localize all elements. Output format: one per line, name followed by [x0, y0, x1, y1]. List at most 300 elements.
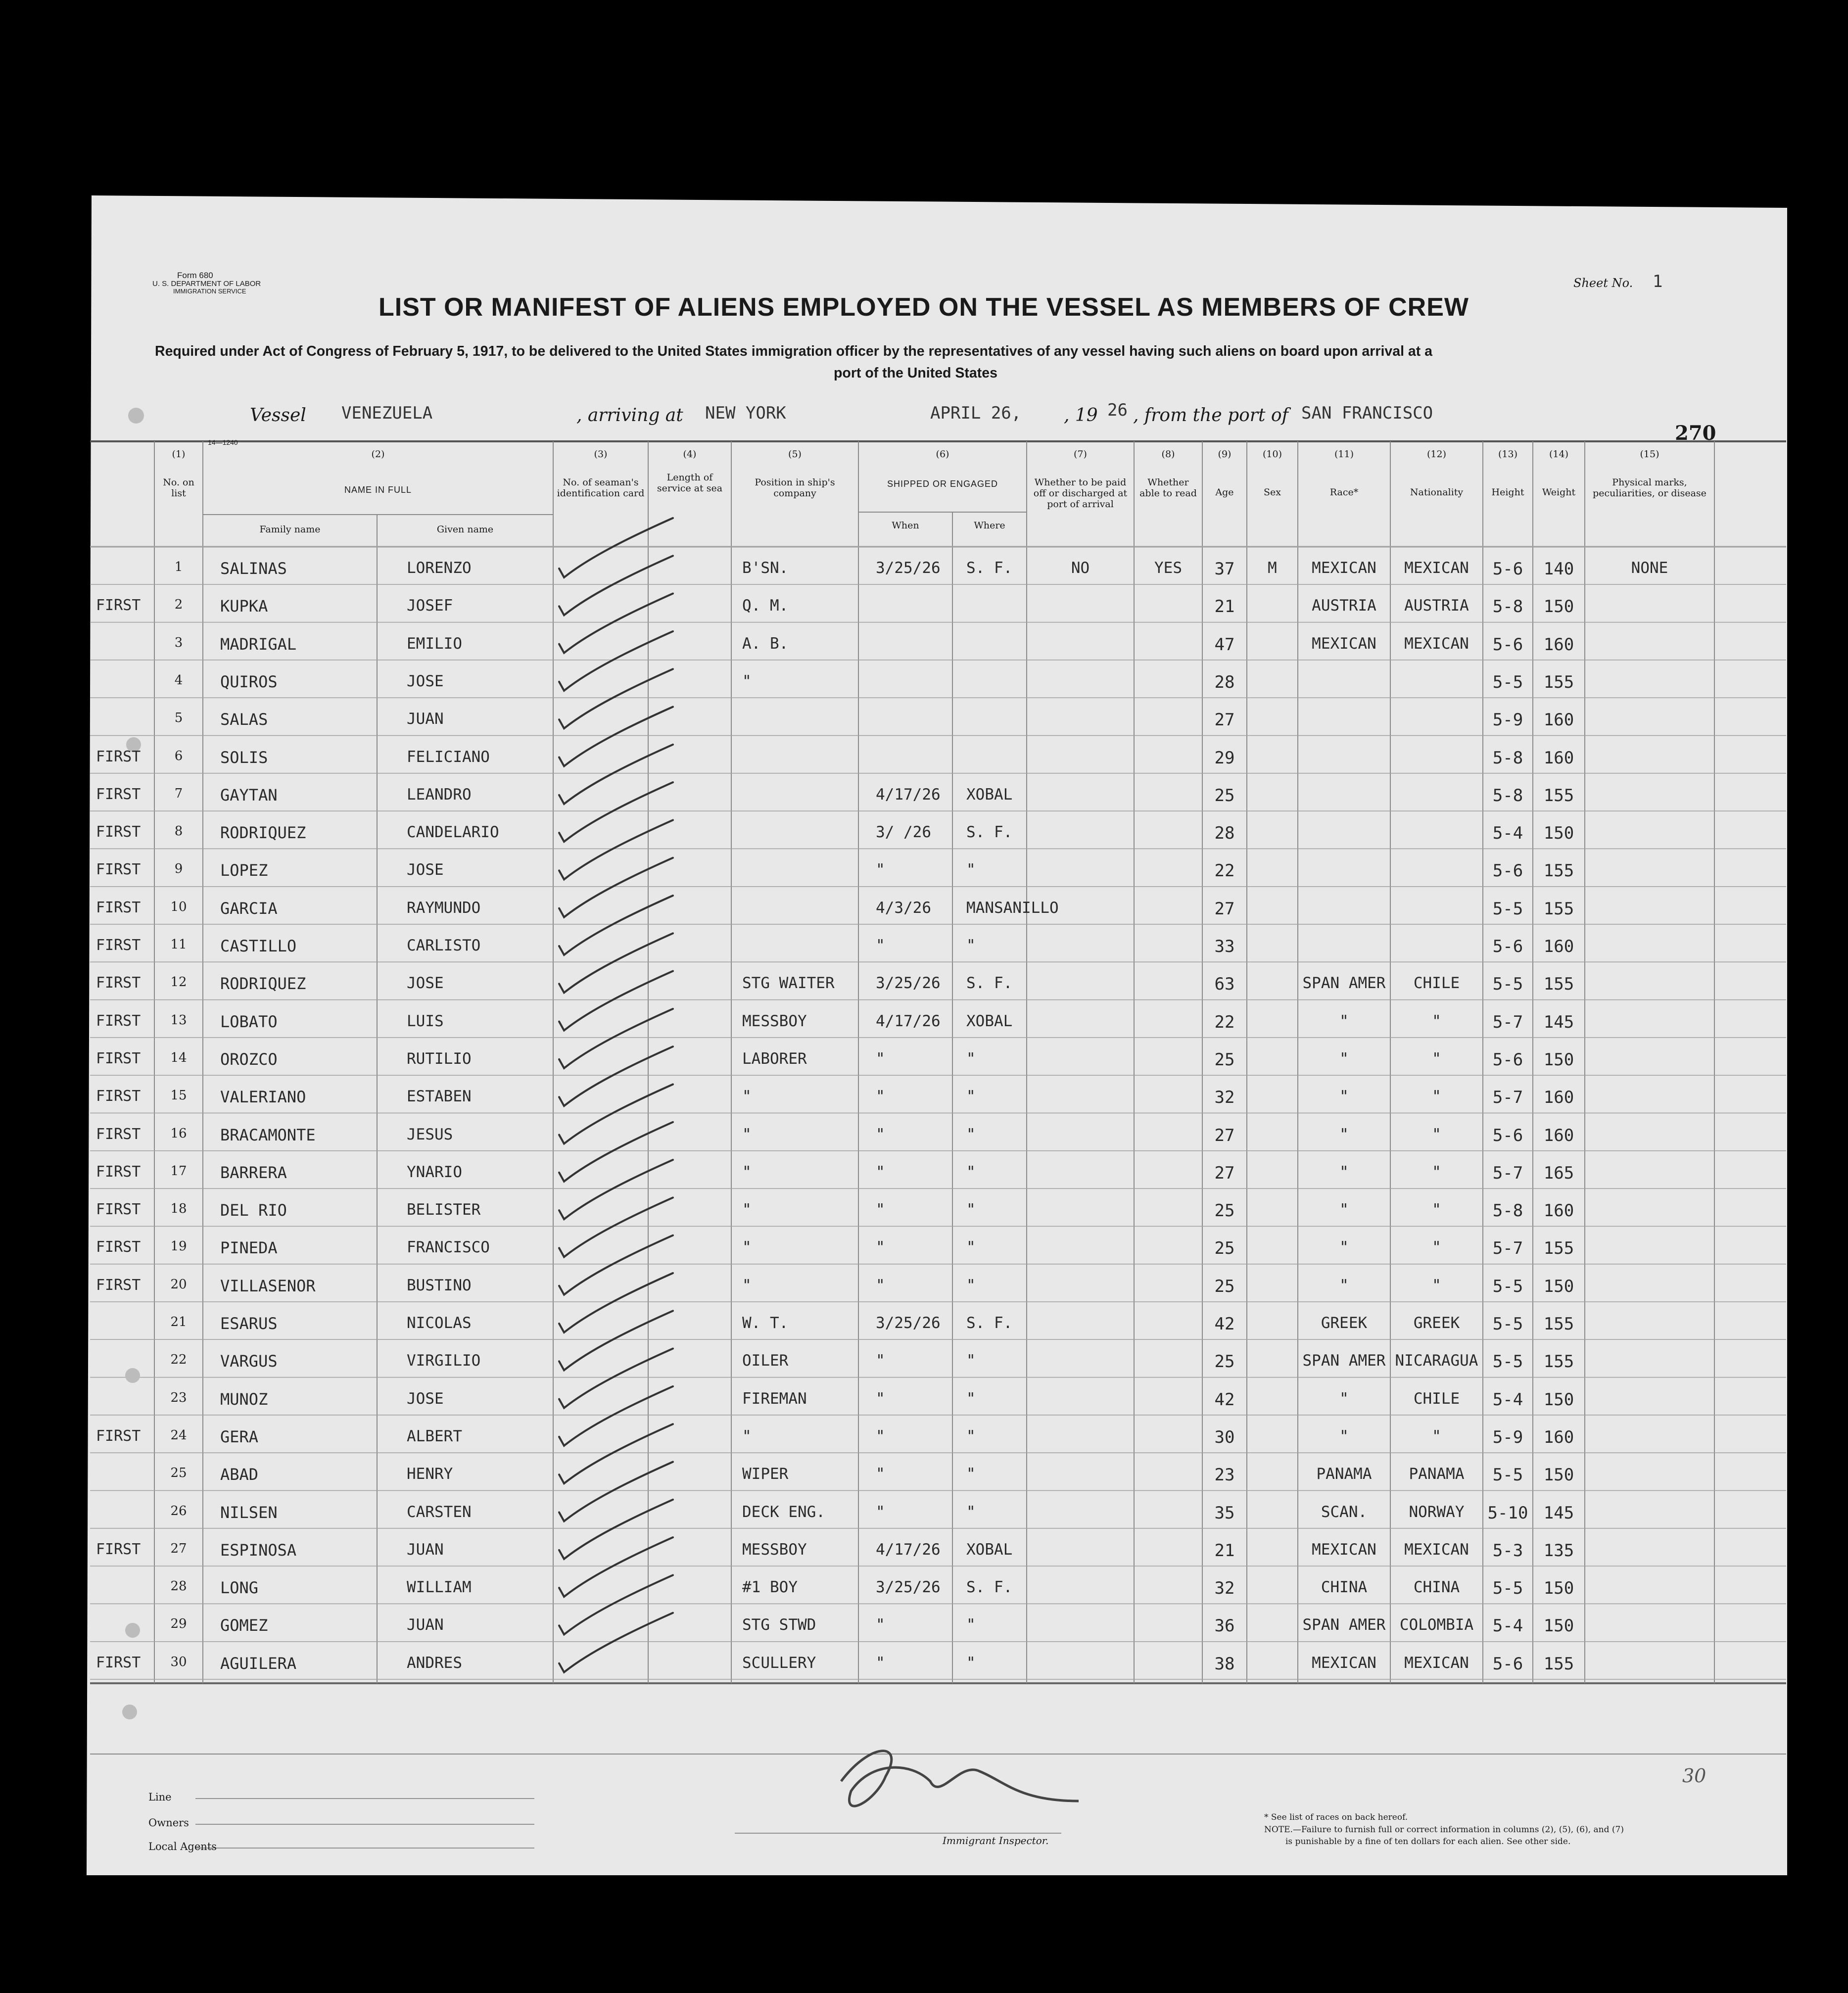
race: SPAN AMER — [1302, 1352, 1386, 1370]
col-c2-number: (2) — [371, 449, 385, 460]
row-number: 7 — [174, 786, 183, 801]
weight: 165 — [1543, 1163, 1574, 1183]
row-note: FIRST — [96, 861, 141, 879]
nationality: " — [1432, 1049, 1441, 1068]
shipped-where: " — [966, 1049, 976, 1068]
row-number: 2 — [174, 597, 183, 613]
age: 63 — [1214, 974, 1235, 995]
nationality: MEXICAN — [1404, 559, 1469, 577]
ship-position: STG WAITER — [742, 974, 835, 993]
ship-position: LABORER — [742, 1049, 807, 1068]
shipped-when: 3/25/26 — [876, 1314, 941, 1332]
age: 32 — [1214, 1578, 1235, 1599]
col-c2-label: NAME IN FULL — [344, 485, 412, 495]
shipped-when: " — [876, 1163, 885, 1181]
col-c6-label: SHIPPED OR ENGAGED — [887, 479, 998, 489]
nationality: " — [1432, 1201, 1441, 1219]
family-name: MUNOZ — [220, 1389, 268, 1409]
row-number: 19 — [170, 1239, 187, 1254]
given-name: BELISTER — [407, 1201, 481, 1219]
age: 42 — [1214, 1314, 1235, 1334]
ship-position: " — [742, 1088, 752, 1106]
family-name: BRACAMONTE — [220, 1125, 316, 1144]
given-name: RAYMUNDO — [407, 899, 481, 917]
row-note: FIRST — [96, 1276, 141, 1294]
family-name: DEL RIO — [220, 1201, 287, 1220]
family-name: AGUILERA — [220, 1654, 297, 1673]
height: 5-5 — [1492, 899, 1523, 919]
race: SCAN. — [1321, 1503, 1368, 1521]
height: 5-8 — [1492, 1201, 1523, 1221]
given-name: JESUS — [407, 1125, 453, 1143]
height: 5-6 — [1492, 1125, 1523, 1145]
row-number: 16 — [170, 1126, 187, 1141]
shipped-where: XOBAL — [966, 785, 1013, 804]
age: 27 — [1214, 710, 1235, 730]
weight: 160 — [1543, 1201, 1574, 1221]
stamp-number: 270 — [1675, 422, 1716, 445]
given-name: CANDELARIO — [407, 823, 499, 842]
given-name: CARLISTO — [407, 937, 481, 954]
height: 5-5 — [1492, 1465, 1523, 1485]
given-name: JUAN — [407, 1540, 444, 1559]
age: 22 — [1214, 861, 1235, 881]
row-number: 13 — [170, 1012, 187, 1028]
age: 30 — [1214, 1427, 1235, 1447]
height: 5-5 — [1492, 1276, 1523, 1296]
col-c4-label: Length of service at sea — [657, 472, 723, 494]
col-c3-label: No. of seaman's identification card — [557, 477, 645, 499]
col-family-name-label: Family name — [259, 524, 321, 535]
line-label: Line — [148, 1791, 172, 1803]
shipped-where: S. F. — [966, 559, 1013, 577]
race: MEXICAN — [1312, 634, 1376, 653]
family-name: GAYTAN — [220, 785, 278, 805]
ship-position: MESSBOY — [742, 1012, 807, 1030]
nationality: NORWAY — [1409, 1503, 1465, 1521]
ship-position: " — [742, 1238, 752, 1257]
col-c7-label: Whether to be paid off or discharged at port of arrival — [1033, 477, 1128, 510]
able-to-read: YES — [1154, 559, 1182, 577]
nationality: COLOMBIA — [1399, 1616, 1474, 1634]
nationality: NICARAGUA — [1395, 1352, 1478, 1370]
height: 5-5 — [1492, 1314, 1523, 1334]
age: 27 — [1214, 1125, 1235, 1145]
col-c8-label: Whether able to read — [1139, 477, 1197, 499]
shipped-where: " — [966, 1088, 976, 1106]
row-note: FIRST — [96, 1088, 141, 1105]
shipped-when: " — [876, 1389, 885, 1408]
row-number: 5 — [174, 711, 183, 726]
weight: 160 — [1543, 710, 1574, 730]
vessel-label: Vessel — [250, 405, 306, 426]
row-number: 30 — [170, 1654, 187, 1669]
height: 5-6 — [1492, 559, 1523, 579]
shipped-when: " — [876, 1465, 885, 1483]
given-name: BUSTINO — [407, 1276, 472, 1294]
sheet-label: Sheet No. — [1573, 276, 1633, 290]
tally-mark: 30 — [1682, 1765, 1706, 1787]
col-c12-label: Nationality — [1410, 487, 1464, 498]
row-note: FIRST — [96, 748, 141, 765]
shipped-where: XOBAL — [966, 1012, 1013, 1030]
family-name: GOMEZ — [220, 1616, 268, 1635]
row-note: FIRST — [96, 1163, 141, 1181]
shipped-when: " — [876, 1616, 885, 1634]
height: 5-3 — [1492, 1540, 1523, 1561]
row-note: FIRST — [96, 1238, 141, 1256]
shipped-when: " — [876, 861, 885, 879]
shipped-where: MANSANILLO — [966, 899, 1059, 917]
nationality: " — [1432, 1088, 1441, 1106]
race: " — [1339, 1276, 1349, 1294]
ship-position: " — [742, 1125, 752, 1143]
col-c14-label: Weight — [1542, 487, 1576, 498]
shipped-when: " — [876, 1049, 885, 1068]
age: 35 — [1214, 1503, 1235, 1523]
weight: 155 — [1543, 1352, 1574, 1372]
ship-position: " — [742, 1163, 752, 1181]
ship-position: FIREMAN — [742, 1389, 807, 1408]
weight: 140 — [1543, 559, 1574, 579]
height: 5-7 — [1492, 1088, 1523, 1108]
ship-position: " — [742, 1427, 752, 1445]
col-c13-label: Height — [1491, 487, 1524, 498]
family-name: SALAS — [220, 710, 268, 729]
race: SPAN AMER — [1302, 1616, 1386, 1634]
weight: 145 — [1543, 1503, 1574, 1523]
inspector-label: Immigrant Inspector. — [943, 1835, 1049, 1847]
ship-position: " — [742, 1201, 752, 1219]
row-number: 1 — [174, 560, 183, 574]
height: 5-9 — [1492, 710, 1523, 730]
sex: M — [1268, 559, 1277, 577]
shipped-when: 3/25/26 — [876, 559, 941, 577]
given-name: CARSTEN — [407, 1503, 472, 1521]
col-c8-number: (8) — [1161, 449, 1175, 460]
col-c7-number: (7) — [1074, 449, 1087, 460]
row-number: 21 — [170, 1315, 187, 1329]
shipped-when: " — [876, 1125, 885, 1143]
age: 22 — [1214, 1012, 1235, 1032]
height: 5-7 — [1492, 1163, 1523, 1183]
col-c6-number: (6) — [936, 449, 949, 460]
ship-position: STG STWD — [742, 1616, 816, 1634]
row-number: 17 — [170, 1163, 187, 1179]
weight: 150 — [1543, 823, 1574, 844]
ship-position: Q. M. — [742, 597, 789, 615]
height: 5-5 — [1492, 974, 1523, 995]
height: 5-10 — [1487, 1503, 1528, 1523]
col-where-label: Where — [974, 520, 1005, 531]
form-number: Form 680 — [177, 271, 213, 280]
height: 5-6 — [1492, 634, 1523, 655]
given-name: YNARIO — [407, 1163, 462, 1181]
shipped-when: " — [876, 1276, 885, 1294]
height: 5-5 — [1492, 1578, 1523, 1599]
given-name: ANDRES — [407, 1654, 462, 1672]
height: 5-6 — [1492, 861, 1523, 881]
departure-port: SAN FRANCISCO — [1301, 403, 1433, 423]
row-note: FIRST — [96, 1125, 141, 1143]
age: 27 — [1214, 899, 1235, 919]
row-number: 15 — [170, 1088, 187, 1103]
shipped-where: XOBAL — [966, 1540, 1013, 1559]
shipped-when: " — [876, 1654, 885, 1672]
family-name: GERA — [220, 1427, 259, 1446]
shipped-where: " — [966, 937, 976, 954]
ship-position: OILER — [742, 1352, 789, 1370]
sheet-number: 1 — [1653, 272, 1663, 291]
arrival-date: APRIL 26, — [930, 403, 1022, 423]
weight: 150 — [1543, 1276, 1574, 1296]
nationality: " — [1432, 1125, 1441, 1143]
shipped-when: " — [876, 1238, 885, 1257]
height: 5-4 — [1492, 1389, 1523, 1410]
weight: 155 — [1543, 1654, 1574, 1674]
nationality: PANAMA — [1409, 1465, 1465, 1483]
shipped-where: " — [966, 1163, 976, 1181]
given-name: HENRY — [407, 1465, 453, 1483]
age: 25 — [1214, 1238, 1235, 1259]
paid-off: NO — [1071, 559, 1090, 577]
given-name: ESTABEN — [407, 1088, 472, 1106]
shipped-where: " — [966, 1352, 976, 1370]
physical-marks: NONE — [1631, 559, 1668, 577]
row-note: FIRST — [96, 1049, 141, 1067]
height: 5-6 — [1492, 937, 1523, 956]
given-name: JUAN — [407, 1616, 444, 1634]
age: 36 — [1214, 1616, 1235, 1636]
weight: 155 — [1543, 1314, 1574, 1334]
weight: 135 — [1543, 1540, 1574, 1561]
age: 25 — [1214, 1049, 1235, 1070]
family-name: ABAD — [220, 1465, 259, 1484]
family-name: KUPKA — [220, 597, 268, 616]
ship-position: MESSBOY — [742, 1540, 807, 1559]
row-number: 4 — [174, 672, 183, 688]
nationality: " — [1432, 1427, 1441, 1445]
age: 28 — [1214, 823, 1235, 844]
age: 21 — [1214, 1540, 1235, 1561]
col-c14-number: (14) — [1549, 449, 1568, 460]
vessel-name: VENEZUELA — [341, 403, 433, 423]
nationality: MEXICAN — [1404, 1654, 1469, 1672]
family-name: LOPEZ — [220, 861, 268, 880]
shipped-where: " — [966, 1389, 976, 1408]
weight: 150 — [1543, 1389, 1574, 1410]
row-number: 18 — [170, 1201, 187, 1217]
family-name: BARRERA — [220, 1163, 287, 1182]
given-name: ALBERT — [407, 1427, 462, 1445]
shipped-where: S. F. — [966, 974, 1013, 993]
race: " — [1339, 1088, 1349, 1106]
nationality: CHILE — [1413, 1389, 1460, 1408]
shipped-when: 3/ /26 — [876, 823, 931, 842]
age: 42 — [1214, 1389, 1235, 1410]
height: 5-6 — [1492, 1654, 1523, 1674]
weight: 160 — [1543, 1088, 1574, 1108]
given-name: JUAN — [407, 710, 444, 728]
row-number: 24 — [170, 1427, 187, 1443]
nationality: " — [1432, 1276, 1441, 1294]
race: PANAMA — [1316, 1465, 1372, 1483]
nationality: " — [1432, 1163, 1441, 1181]
row-number: 10 — [170, 899, 187, 914]
races-note: * See list of races on back hereof. — [1264, 1812, 1408, 1822]
weight: 150 — [1543, 1578, 1574, 1599]
family-name: VARGUS — [220, 1352, 278, 1371]
col-c10-number: (10) — [1262, 449, 1282, 460]
ship-position: W. T. — [742, 1314, 789, 1332]
arrival-year: 26 — [1107, 400, 1128, 420]
row-number: 23 — [170, 1390, 187, 1405]
ship-position: B'SN. — [742, 559, 789, 577]
height: 5-4 — [1492, 1616, 1523, 1636]
print-code: 14—1240 — [208, 438, 238, 446]
age: 25 — [1214, 1352, 1235, 1372]
weight: 155 — [1543, 974, 1574, 995]
height: 5-8 — [1492, 748, 1523, 768]
race: " — [1339, 1389, 1349, 1408]
given-name: JOSE — [407, 861, 444, 879]
given-name: JOSE — [407, 672, 444, 690]
nationality: " — [1432, 1238, 1441, 1257]
family-name: MADRIGAL — [220, 634, 297, 654]
weight: 160 — [1543, 634, 1574, 655]
height: 5-9 — [1492, 1427, 1523, 1447]
family-name: CASTILLO — [220, 937, 297, 955]
age: 28 — [1214, 672, 1235, 692]
given-name: NICOLAS — [407, 1314, 472, 1332]
weight: 155 — [1543, 861, 1574, 881]
shipped-where: " — [966, 861, 976, 879]
family-name: SALINAS — [220, 559, 287, 578]
from-port-label: , from the port of — [1133, 405, 1288, 426]
given-name: FELICIANO — [407, 748, 490, 766]
department-name: U. S. DEPARTMENT OF LABOR — [152, 280, 261, 288]
family-name: RODRIQUEZ — [220, 974, 306, 994]
height: 5-5 — [1492, 1352, 1523, 1372]
height: 5-7 — [1492, 1012, 1523, 1032]
age: 47 — [1214, 634, 1235, 655]
weight: 150 — [1543, 597, 1574, 617]
family-name: SOLIS — [220, 748, 268, 767]
race: MEXICAN — [1312, 1654, 1376, 1672]
row-number: 28 — [170, 1579, 187, 1594]
shipped-when: 4/17/26 — [876, 1012, 941, 1030]
row-number: 29 — [170, 1616, 187, 1632]
weight: 160 — [1543, 1427, 1574, 1447]
height: 5-6 — [1492, 1049, 1523, 1070]
nationality: CHILE — [1413, 974, 1460, 993]
weight: 155 — [1543, 785, 1574, 806]
race: " — [1339, 1049, 1349, 1068]
row-number: 8 — [174, 824, 183, 839]
row-number: 9 — [174, 861, 183, 877]
subtitle-line1: Required under Act of Congress of February 5, 1917, to be delivered to the United States immigration officer by the representatives of any vessel having such aliens on board upon arrival at a — [155, 343, 1433, 359]
age: 37 — [1214, 559, 1235, 579]
race: MEXICAN — [1312, 559, 1376, 577]
row-number: 3 — [174, 635, 183, 650]
penalty-note-line1: NOTE.—Failure to furnish full or correct information in columns (2), (5), (6), and (7) — [1264, 1825, 1624, 1835]
row-note: FIRST — [96, 823, 141, 841]
race: GREEK — [1321, 1314, 1368, 1332]
col-c12-number: (12) — [1426, 449, 1446, 460]
family-name: NILSEN — [220, 1503, 278, 1522]
age: 25 — [1214, 1276, 1235, 1296]
weight: 150 — [1543, 1465, 1574, 1485]
row-note: FIRST — [96, 899, 141, 916]
page-title: LIST OR MANIFEST OF ALIENS EMPLOYED ON THE VESSEL AS MEMBERS OF CREW — [379, 293, 1469, 322]
age: 25 — [1214, 1201, 1235, 1221]
row-note: FIRST — [96, 1654, 141, 1671]
row-number: 12 — [170, 975, 187, 990]
shipped-when: 3/25/26 — [876, 1578, 941, 1597]
race: SPAN AMER — [1302, 974, 1386, 993]
arrival-port: NEW YORK — [705, 403, 786, 423]
row-number: 20 — [170, 1277, 187, 1292]
shipped-where: " — [966, 1465, 976, 1483]
height: 5-8 — [1492, 597, 1523, 617]
col-c1-label: No. on list — [163, 477, 194, 499]
shipped-when: 4/3/26 — [876, 899, 931, 917]
subtitle-line2: port of the United States — [834, 365, 997, 381]
shipped-where: " — [966, 1616, 976, 1634]
weight: 145 — [1543, 1012, 1574, 1032]
family-name: ESPINOSA — [220, 1540, 297, 1560]
shipped-where: " — [966, 1503, 976, 1521]
shipped-when: 3/25/26 — [876, 974, 941, 993]
nationality: GREEK — [1413, 1314, 1460, 1332]
col-c15-label: Physical marks, peculiarities, or disease — [1593, 477, 1706, 499]
ship-position: A. B. — [742, 634, 789, 653]
height: 5-7 — [1492, 1238, 1523, 1259]
ship-position: " — [742, 1276, 752, 1294]
weight: 160 — [1543, 937, 1574, 956]
weight: 150 — [1543, 1049, 1574, 1070]
row-number: 27 — [170, 1541, 187, 1556]
height: 5-5 — [1492, 672, 1523, 692]
given-name: EMILIO — [407, 634, 462, 653]
race: AUSTRIA — [1312, 597, 1376, 615]
race: " — [1339, 1238, 1349, 1257]
shipped-where: S. F. — [966, 823, 1013, 842]
age: 25 — [1214, 785, 1235, 806]
height: 5-4 — [1492, 823, 1523, 844]
nationality: AUSTRIA — [1404, 597, 1469, 615]
family-name: RODRIQUEZ — [220, 823, 306, 843]
arriving-label: , arriving at — [576, 405, 683, 426]
row-note: FIRST — [96, 1540, 141, 1558]
col-c10-label: Sex — [1264, 487, 1281, 498]
row-number: 11 — [170, 937, 187, 952]
given-name: JOSE — [407, 974, 444, 993]
col-c11-number: (11) — [1334, 449, 1354, 460]
col-c13-number: (13) — [1498, 449, 1517, 460]
age: 32 — [1214, 1088, 1235, 1108]
given-name: LORENZO — [407, 559, 472, 577]
age: 27 — [1214, 1163, 1235, 1183]
shipped-when: " — [876, 1352, 885, 1370]
ship-position: " — [742, 672, 752, 690]
row-number: 25 — [170, 1466, 187, 1481]
col-c5-number: (5) — [788, 449, 802, 460]
family-name: ESARUS — [220, 1314, 278, 1333]
given-name: LEANDRO — [407, 785, 472, 804]
race: " — [1339, 1201, 1349, 1219]
nationality: MEXICAN — [1404, 1540, 1469, 1559]
